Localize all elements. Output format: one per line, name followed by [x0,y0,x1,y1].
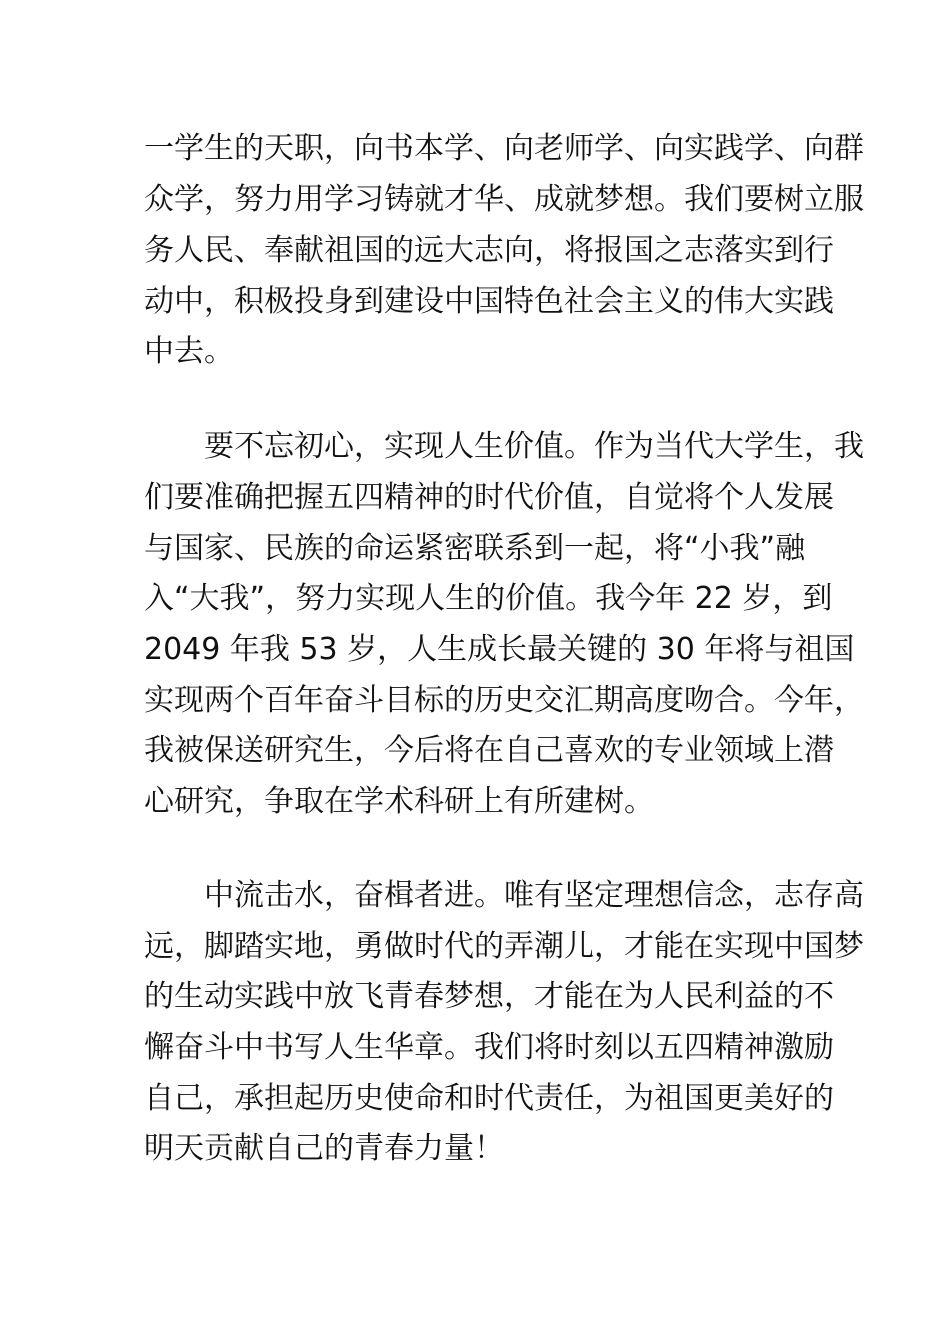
paragraph-line: 一学生的天职，向书本学、向老师学、向实践学、向群 [144,131,864,166]
paragraph-line: 实现两个百年奋斗目标的历史交汇期高度吻合。今年， [144,683,864,718]
paragraph-line: 务人民、奉献祖国的远大志向，将报国之志落实到行 [144,233,834,268]
paragraph-line: 自己，承担起历史使命和时代责任，为祖国更美好的 [144,1081,834,1116]
paragraph-line: 远，脚踏实地，勇做时代的弄潮儿，才能在实现中国梦 [144,929,864,964]
paragraph-line: 们要准确把握五四精神的时代价值，自觉将个人发展 [144,480,834,515]
paragraph-line: 我被保送研究生，今后将在自己喜欢的专业领域上潜 [144,733,834,768]
paragraph-line: 中去。 [144,334,234,369]
paragraph-line: 与国家、民族的命运紧密联系到一起，将“小我”融 [144,531,806,566]
paragraph-line: 入“大我”，努力实现人生的价值。我今年 22 岁，到 [144,581,833,616]
paragraph-line: 中流击水，奋楫者进。唯有坚定理想信念，志存高 [204,878,864,913]
paragraph-line: 要不忘初心，实现人生价值。作为当代大学生，我 [204,429,864,464]
paragraph-line: 2049 年我 53 岁，人生成长最关键的 30 年将与祖国 [144,632,855,667]
paragraph-line: 众学，努力用学习铸就才华、成就梦想。我们要树立服 [144,182,864,217]
paragraph-line: 心研究，争取在学术科研上有所建树。 [144,784,654,819]
paragraph-line: 懈奋斗中书写人生华章。我们将时刻以五四精神激励 [144,1030,834,1065]
paragraph-line: 动中，积极投身到建设中国特色社会主义的伟大实践 [144,284,834,319]
paragraph-line: 明天贡献自己的青春力量！ [144,1131,504,1166]
paragraph-line: 的生动实践中放飞青春梦想，才能在为人民利益的不 [144,979,834,1014]
